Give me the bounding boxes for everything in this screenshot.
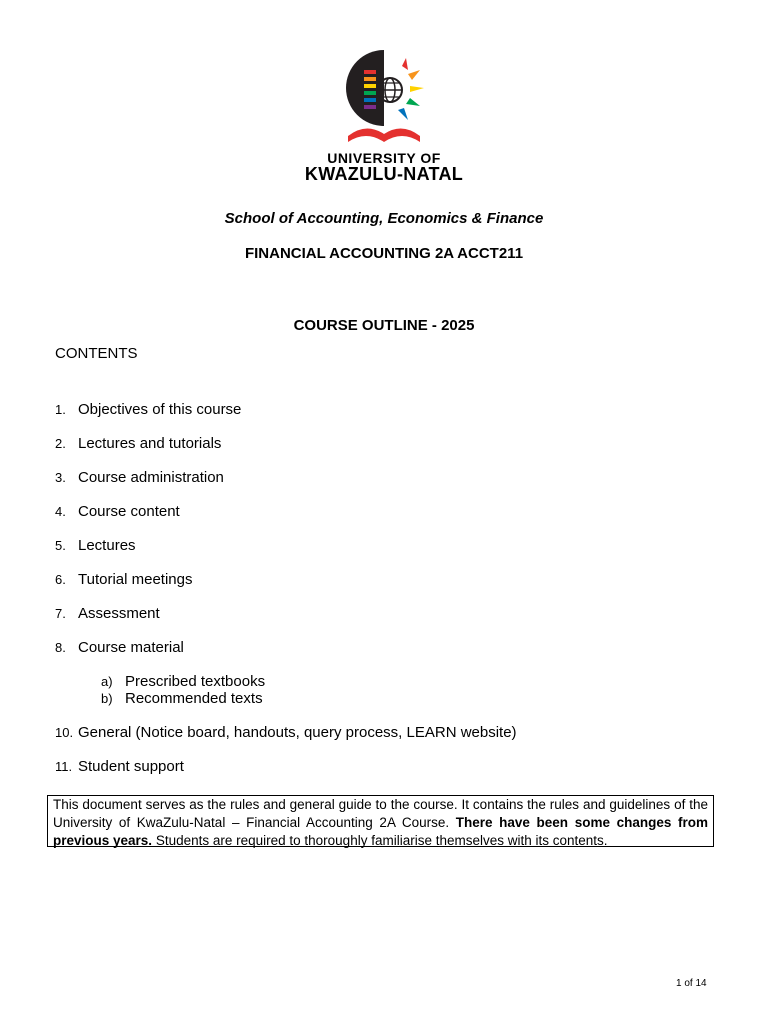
toc-item-label: Tutorial meetings xyxy=(78,571,193,588)
school-title: School of Accounting, Economics & Finance xyxy=(224,210,544,227)
toc-subitem-letter: a) xyxy=(101,674,113,689)
toc-item-number: 5. xyxy=(55,538,66,553)
toc-subitem xyxy=(101,690,263,707)
toc-item-number: 8. xyxy=(55,640,66,655)
notice-box xyxy=(47,795,714,847)
toc-item-label: Course material xyxy=(78,639,184,656)
toc-item-number: 6. xyxy=(55,572,66,587)
toc-subitem-letter: b) xyxy=(101,691,113,706)
notice-emphasis: There have been some changes from previous years. xyxy=(53,815,708,848)
notice-text: This document serves as the rules and general guide to the course. It contains the rules and guidelines of the University of KwaZulu-Natal – Financial Accounting 2A Course. xyxy=(53,797,708,830)
document-title: COURSE OUTLINE - 2025 xyxy=(293,317,475,334)
contents-heading: CONTENTS xyxy=(55,345,138,362)
toc-item-label: Lectures and tutorials xyxy=(78,435,222,452)
toc-item-number: 2. xyxy=(55,436,66,451)
toc-subitem xyxy=(101,673,265,690)
toc-item-number: 3. xyxy=(55,470,66,485)
toc-item xyxy=(55,605,160,622)
page-number: 1 of 14 xyxy=(676,978,707,989)
toc-item xyxy=(55,537,136,554)
toc-item-label: Student support xyxy=(78,758,184,775)
toc-subitem-label: Recommended texts xyxy=(125,690,263,707)
toc-item-number: 11. xyxy=(55,759,73,774)
toc-item-label: Lectures xyxy=(78,537,136,554)
toc-item-number: 1. xyxy=(55,402,66,417)
toc-item-number: 7. xyxy=(55,606,66,621)
toc-item-label: Objectives of this course xyxy=(78,401,242,418)
toc-item xyxy=(55,571,193,588)
toc-item xyxy=(55,639,184,656)
notice-text-end: Students are required to thoroughly familiarise themselves with its contents. xyxy=(152,833,608,848)
toc-item xyxy=(55,435,221,452)
toc-item-label: Course administration xyxy=(78,469,224,486)
toc-item-number: 10. xyxy=(55,725,74,740)
toc-item-label: Course content xyxy=(78,503,180,520)
course-title: FINANCIAL ACCOUNTING 2A ACCT211 xyxy=(244,245,524,262)
toc-item-label: General (Notice board, handouts, query process, LEARN website) xyxy=(78,724,517,741)
toc-item xyxy=(55,469,224,486)
toc-item-number: 4. xyxy=(55,504,66,519)
university-name-line1: UNIVERSITY OF xyxy=(327,150,441,166)
toc-item xyxy=(55,503,180,520)
toc-subitem-label: Prescribed textbooks xyxy=(125,673,266,690)
toc-item xyxy=(55,758,184,775)
toc-item xyxy=(55,724,517,741)
university-logo xyxy=(334,48,434,148)
university-name-line2: KWAZULU-NATAL xyxy=(304,164,464,184)
toc-item-label: Assessment xyxy=(78,605,160,622)
toc-item xyxy=(55,401,241,418)
